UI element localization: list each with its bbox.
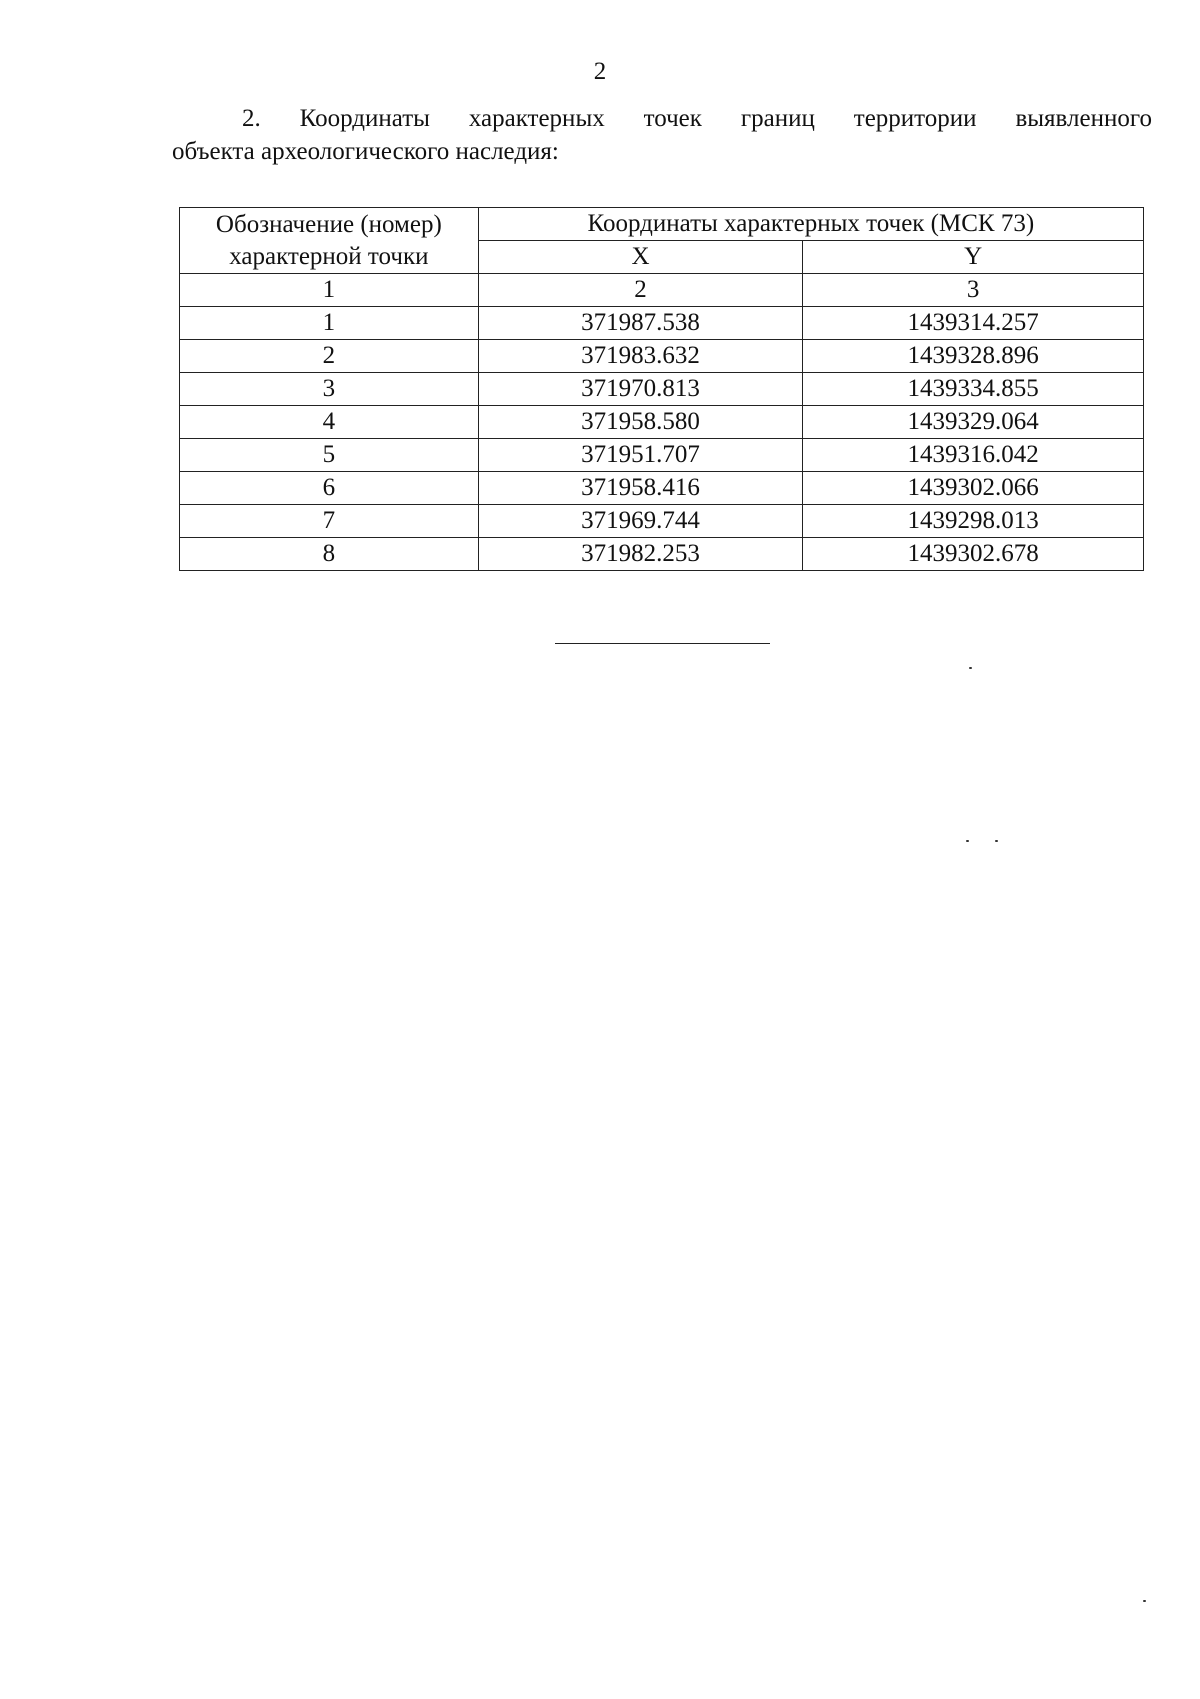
point-designation-header: Обозначение (номер) характерной точки bbox=[180, 208, 479, 274]
table-row bbox=[180, 373, 1144, 406]
page-number: 2 bbox=[593, 58, 607, 85]
x-value: 371958.416 bbox=[478, 472, 803, 505]
coordinates-table bbox=[179, 207, 1144, 571]
point-number: 4 bbox=[180, 406, 479, 439]
table-row bbox=[180, 439, 1144, 472]
y-value: 1439316.042 bbox=[803, 439, 1144, 472]
y-header: Y bbox=[803, 241, 1144, 274]
point-number: 7 bbox=[180, 505, 479, 538]
end-separator-line bbox=[555, 643, 770, 644]
x-header: X bbox=[478, 241, 803, 274]
column-number: 3 bbox=[803, 274, 1144, 307]
section-paragraph bbox=[172, 102, 1152, 168]
table-row bbox=[180, 340, 1144, 373]
paragraph-line-1: 2. Координаты характерных точек границ территории выявленного bbox=[242, 105, 1152, 132]
y-value: 1439302.678 bbox=[803, 538, 1144, 571]
y-value: 1439329.064 bbox=[803, 406, 1144, 439]
scan-speck bbox=[995, 840, 998, 842]
x-value: 371958.580 bbox=[478, 406, 803, 439]
column-number: 1 bbox=[180, 274, 479, 307]
table-row bbox=[180, 472, 1144, 505]
table-row bbox=[180, 538, 1144, 571]
point-number: 2 bbox=[180, 340, 479, 373]
point-number: 8 bbox=[180, 538, 479, 571]
scan-speck bbox=[969, 667, 972, 669]
point-number: 5 bbox=[180, 439, 479, 472]
y-value: 1439302.066 bbox=[803, 472, 1144, 505]
column-number: 2 bbox=[478, 274, 803, 307]
table-header-row bbox=[180, 208, 1144, 241]
x-value: 371969.744 bbox=[478, 505, 803, 538]
scan-speck bbox=[966, 840, 969, 842]
point-number: 1 bbox=[180, 307, 479, 340]
x-value: 371987.538 bbox=[478, 307, 803, 340]
x-value: 371970.813 bbox=[478, 373, 803, 406]
point-number: 6 bbox=[180, 472, 479, 505]
x-value: 371983.632 bbox=[478, 340, 803, 373]
x-value: 371982.253 bbox=[478, 538, 803, 571]
column-number-row bbox=[180, 274, 1144, 307]
coordinates-header: Координаты характерных точек (МСК 73) bbox=[478, 208, 1143, 241]
table-row bbox=[180, 406, 1144, 439]
x-value: 371951.707 bbox=[478, 439, 803, 472]
table-row bbox=[180, 307, 1144, 340]
y-value: 1439314.257 bbox=[803, 307, 1144, 340]
table-row bbox=[180, 505, 1144, 538]
y-value: 1439334.855 bbox=[803, 373, 1144, 406]
point-number: 3 bbox=[180, 373, 479, 406]
scan-speck bbox=[1143, 1600, 1146, 1602]
paragraph-line-2: объекта археологического наследия: bbox=[172, 138, 559, 165]
y-value: 1439298.013 bbox=[803, 505, 1144, 538]
y-value: 1439328.896 bbox=[803, 340, 1144, 373]
